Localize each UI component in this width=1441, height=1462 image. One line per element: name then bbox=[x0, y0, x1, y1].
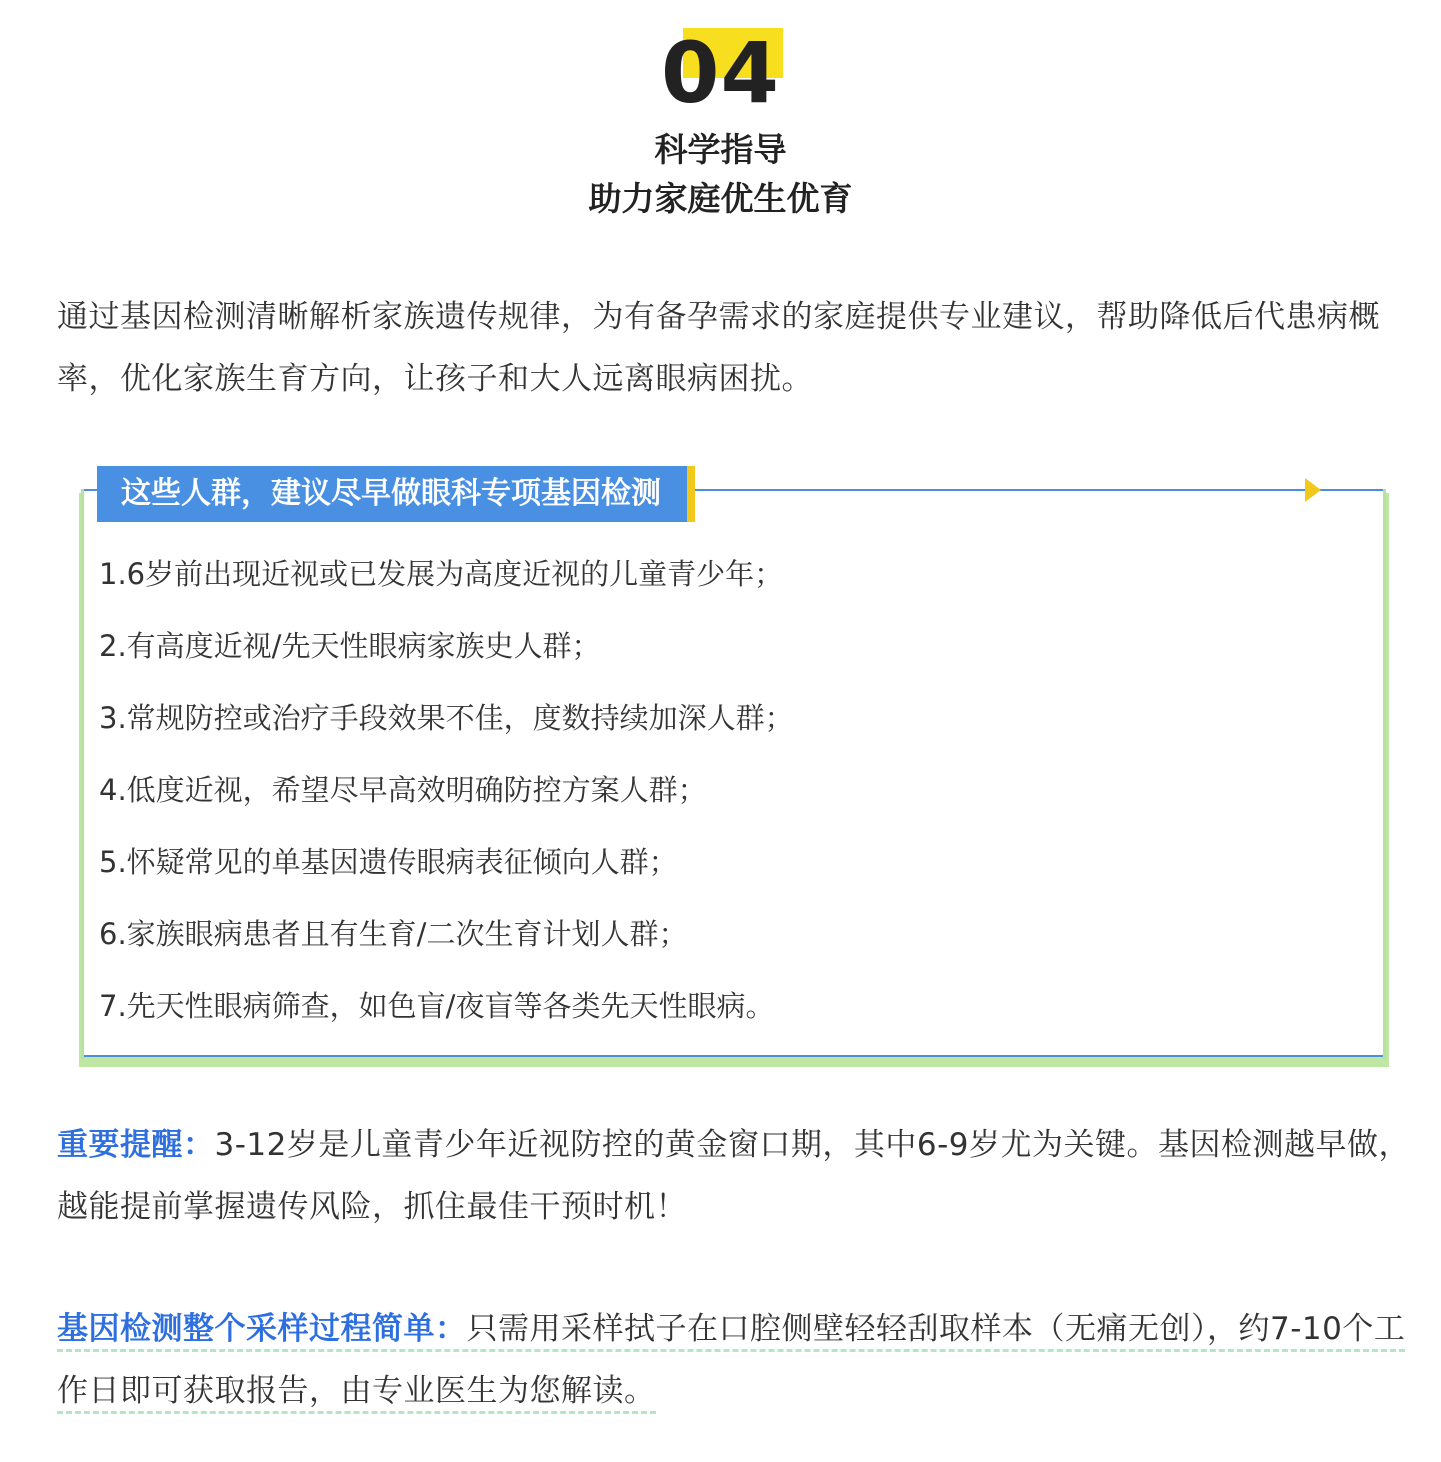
reminder-label: 重要提醒： bbox=[57, 1127, 215, 1163]
sampling-underlined bbox=[57, 1311, 1405, 1414]
section-number-wrap bbox=[0, 24, 1441, 122]
section-title-line-1: 科学指导 bbox=[654, 130, 787, 169]
list-item: 1.6岁前出现近视或已发展为高度近视的儿童青少年； bbox=[99, 557, 784, 591]
arrow-right-icon bbox=[1305, 478, 1321, 502]
list-item: 6.家族眼病患者且有生育/二次生育计划人群； bbox=[99, 917, 688, 951]
sampling-label: 基因检测整个采样过程简单： bbox=[57, 1311, 467, 1347]
sampling-text: 只需用采样拭子在口腔侧壁轻轻刮取样本（无痛无创），约7-10个工作日即可获取报告，由专业医生为您解读。 bbox=[57, 1311, 1406, 1409]
list-item: 4.低度近视，希望尽早高效明确防控方案人群； bbox=[99, 773, 707, 807]
section-number: 04 bbox=[661, 24, 780, 122]
box-edge-right bbox=[1383, 489, 1386, 1059]
list-item: 3.常规防控或治疗手段效果不佳，度数持续加深人群； bbox=[99, 701, 794, 735]
intro-paragraph: 通过基因检测清晰解析家族遗传规律，为有备孕需求的家庭提供专业建议，帮助降低后代患病概率，优化家族生育方向，让孩子和大人远离眼病困扰。 bbox=[57, 299, 1380, 397]
box-heading: 这些人群，建议尽早做眼科专项基因检测 bbox=[97, 466, 695, 522]
recommendation-list bbox=[99, 541, 1359, 1045]
list-item: 7.先天性眼病筛查，如色盲/夜盲等各类先天性眼病。 bbox=[99, 989, 775, 1023]
section-title-line-2: 助力家庭优生优育 bbox=[588, 179, 853, 218]
reminder-text: 3-12岁是儿童青少年近视防控的黄金窗口期，其中6-9岁尤为关键。基因检测越早做，越能提前掌握遗传风险，抓住最佳干预时机！ bbox=[57, 1127, 1410, 1225]
reminder-paragraph bbox=[57, 1114, 1417, 1238]
box-edge-left bbox=[81, 489, 84, 1059]
list-item: 2.有高度近视/先天性眼病家族史人群； bbox=[99, 629, 601, 663]
sampling-paragraph bbox=[57, 1298, 1417, 1422]
list-item: 5.怀疑常见的单基因遗传眼病表征倾向人群； bbox=[99, 845, 678, 879]
